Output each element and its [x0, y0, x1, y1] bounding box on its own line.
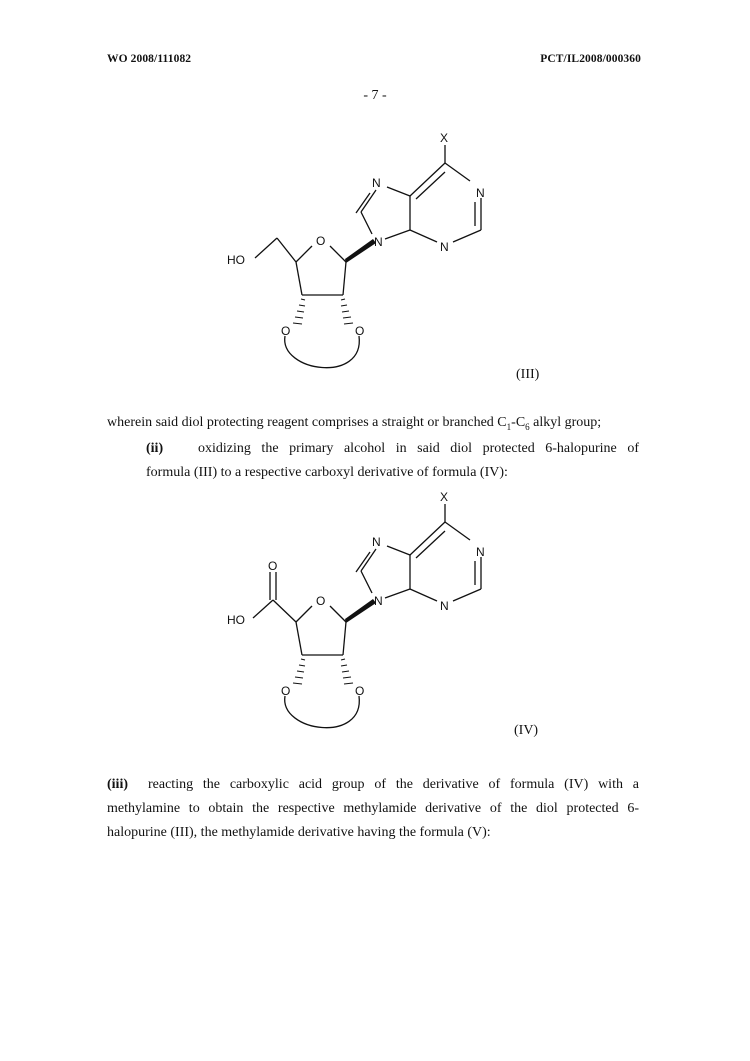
o2-label: O: [281, 324, 291, 338]
step-iii-line-3: halopurine (III), the methylamide derivative having the formula (V):: [107, 825, 491, 840]
hydroxyl-label: HO: [227, 253, 245, 267]
publication-number: WO 2008/111082: [107, 53, 192, 65]
formula-iv-label: (IV): [514, 723, 539, 738]
diol-reagent-paragraph: wherein said diol protecting reagent comprises a straight or branched $C_1-C_6$ alkyl group;: [107, 415, 602, 432]
n9-label: N: [374, 235, 383, 249]
page-number: - 7 -: [363, 88, 387, 103]
carbonyl-oxygen-label: O: [268, 559, 278, 573]
ring-oxygen-label: O: [316, 234, 326, 248]
formula-iii-label: (III): [516, 367, 540, 382]
n7-label: N: [372, 535, 381, 549]
step-iii-marker: (iii): [107, 777, 128, 792]
n9-label: N: [374, 594, 383, 608]
o3-label: O: [355, 684, 365, 698]
application-number: PCT/IL2008/000360: [540, 53, 641, 65]
hydroxyl-label: HO: [227, 613, 245, 627]
n3-label: N: [440, 599, 449, 613]
step-ii-line-2: formula (III) to a respective carboxyl derivative of formula (IV):: [146, 465, 508, 480]
substituent-x-label: X: [440, 490, 449, 504]
step-iii-line-2: methylamine to obtain the respective methylamide derivative of the diol protected 6-: [107, 801, 639, 816]
step-iii-line-1: reacting the carboxylic acid group of the derivative of formula (IV) with a: [148, 777, 639, 792]
substituent-x-label: X: [440, 131, 449, 145]
step-ii-marker: (ii): [146, 441, 164, 456]
n7-label: N: [372, 176, 381, 190]
ring-oxygen-label: O: [316, 594, 326, 608]
n3-label: N: [440, 240, 449, 254]
n1-label: N: [476, 545, 485, 559]
o2-label: O: [281, 684, 291, 698]
o3-label: O: [355, 324, 365, 338]
n1-label: N: [476, 186, 485, 200]
step-ii-line-1: oxidizing the primary alcohol in said diol protected 6-halopurine of: [198, 441, 639, 456]
